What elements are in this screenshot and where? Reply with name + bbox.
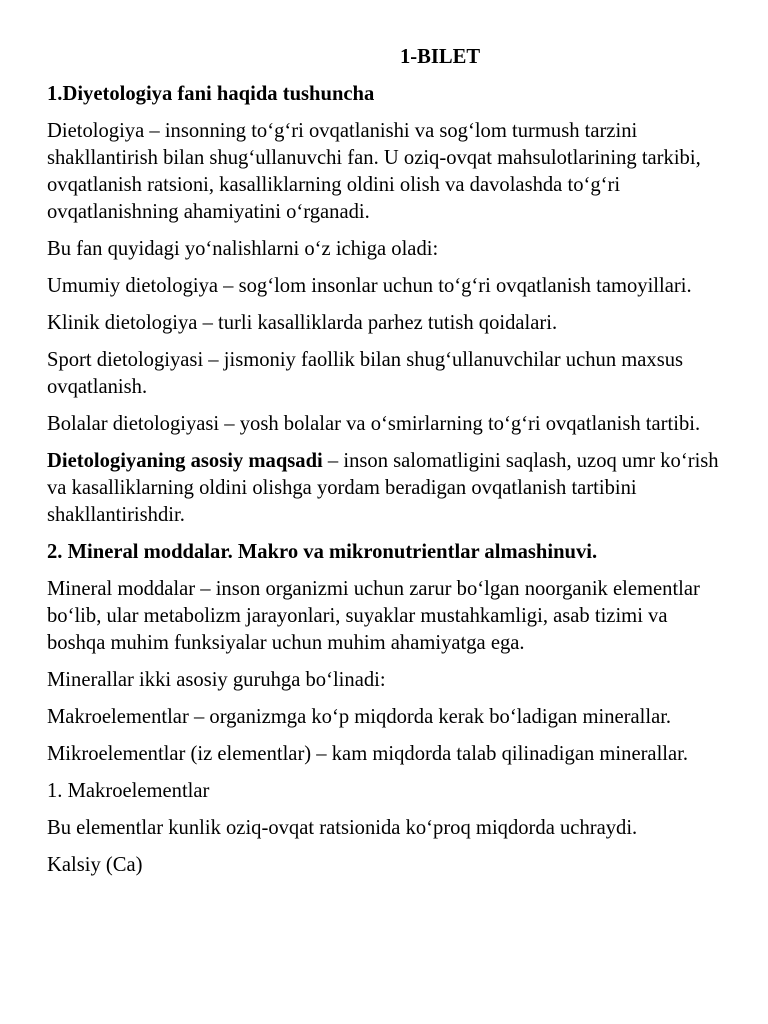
paragraph-general-dietology: Umumiy dietologiya – sog‘lom insonlar uchun to‘g‘ri ovqatlanish tamoyillari. xyxy=(47,275,692,297)
main-goal-label: Dietologiyaning asosiy maqsadi xyxy=(47,450,323,472)
paragraph-macroelements-intake: Bu elementlar kunlik oziq-ovqat ratsionida ko‘proq miqdorda uchraydi. xyxy=(47,817,638,839)
document-title: 1-BILET xyxy=(399,46,481,68)
paragraph-sport-dietology: Sport dietologiyasi – jismoniy faollik bilan shug‘ullanuvchilar uchun maxsus ovqatlanish. xyxy=(47,349,684,398)
paragraph-microelements: Mikroelementlar (iz elementlar) – kam miqdorda talab qilinadigan minerallar. xyxy=(47,743,689,765)
paragraph-directions-intro: Bu fan quyidagi yo‘nalishlarni o‘z ichiga oladi: xyxy=(47,238,439,260)
paragraph-children-dietology: Bolalar dietologiyasi – yosh bolalar va o‘smirlarning to‘g‘ri ovqatlanish tartibi. xyxy=(47,413,701,435)
paragraph-calcium: Kalsiy (Ca) xyxy=(47,854,143,876)
paragraph-main-goal xyxy=(47,448,727,529)
section-2-heading: 2. Mineral moddalar. Makro va mikronutrientlar almashinuvi. xyxy=(47,541,598,563)
paragraph-minerals-definition: Mineral moddalar – inson organizmi uchun zarur bo‘lgan noorganik elementlar bo‘lib, ular metabolizm jarayonlari, suyaklar mustahkamligi, asab tizimi va boshqa muhim funksiyalar uchun muhim ahamiyatga ega. xyxy=(47,578,700,654)
paragraph-macroelements: Makroelementlar – organizmga ko‘p miqdorda kerak bo‘ladigan minerallar. xyxy=(47,706,672,728)
document-page xyxy=(47,44,727,889)
paragraph-minerals-groups: Minerallar ikki asosiy guruhga bo‘linadi: xyxy=(47,669,386,691)
paragraph-dietology-definition: Dietologiya – insonning to‘g‘ri ovqatlanishi va sog‘lom turmush tarzini shakllantirish bilan shug‘ullanuvchi fan. U oziq-ovqat mahsulotlarining tarkibi, ovqatlanish ratsioni, kasalliklarning oldini olish va davolashda to‘g‘ri ovqatlanishning ahamiyatini o‘rganadi. xyxy=(47,120,701,223)
main-goal-text: – inson salomatligini saqlash, uzoq umr ko‘rish va kasalliklarning oldini olishga yordam beradigan ovqatlanish tartibini shakllantirishdir. xyxy=(47,450,719,526)
section-1-heading: 1.Diyetologiya fani haqida tushuncha xyxy=(47,83,375,105)
paragraph-macroelements-subheading: 1. Makroelementlar xyxy=(47,780,210,802)
paragraph-clinical-dietology: Klinik dietologiya – turli kasalliklarda parhez tutish qoidalari. xyxy=(47,312,558,334)
